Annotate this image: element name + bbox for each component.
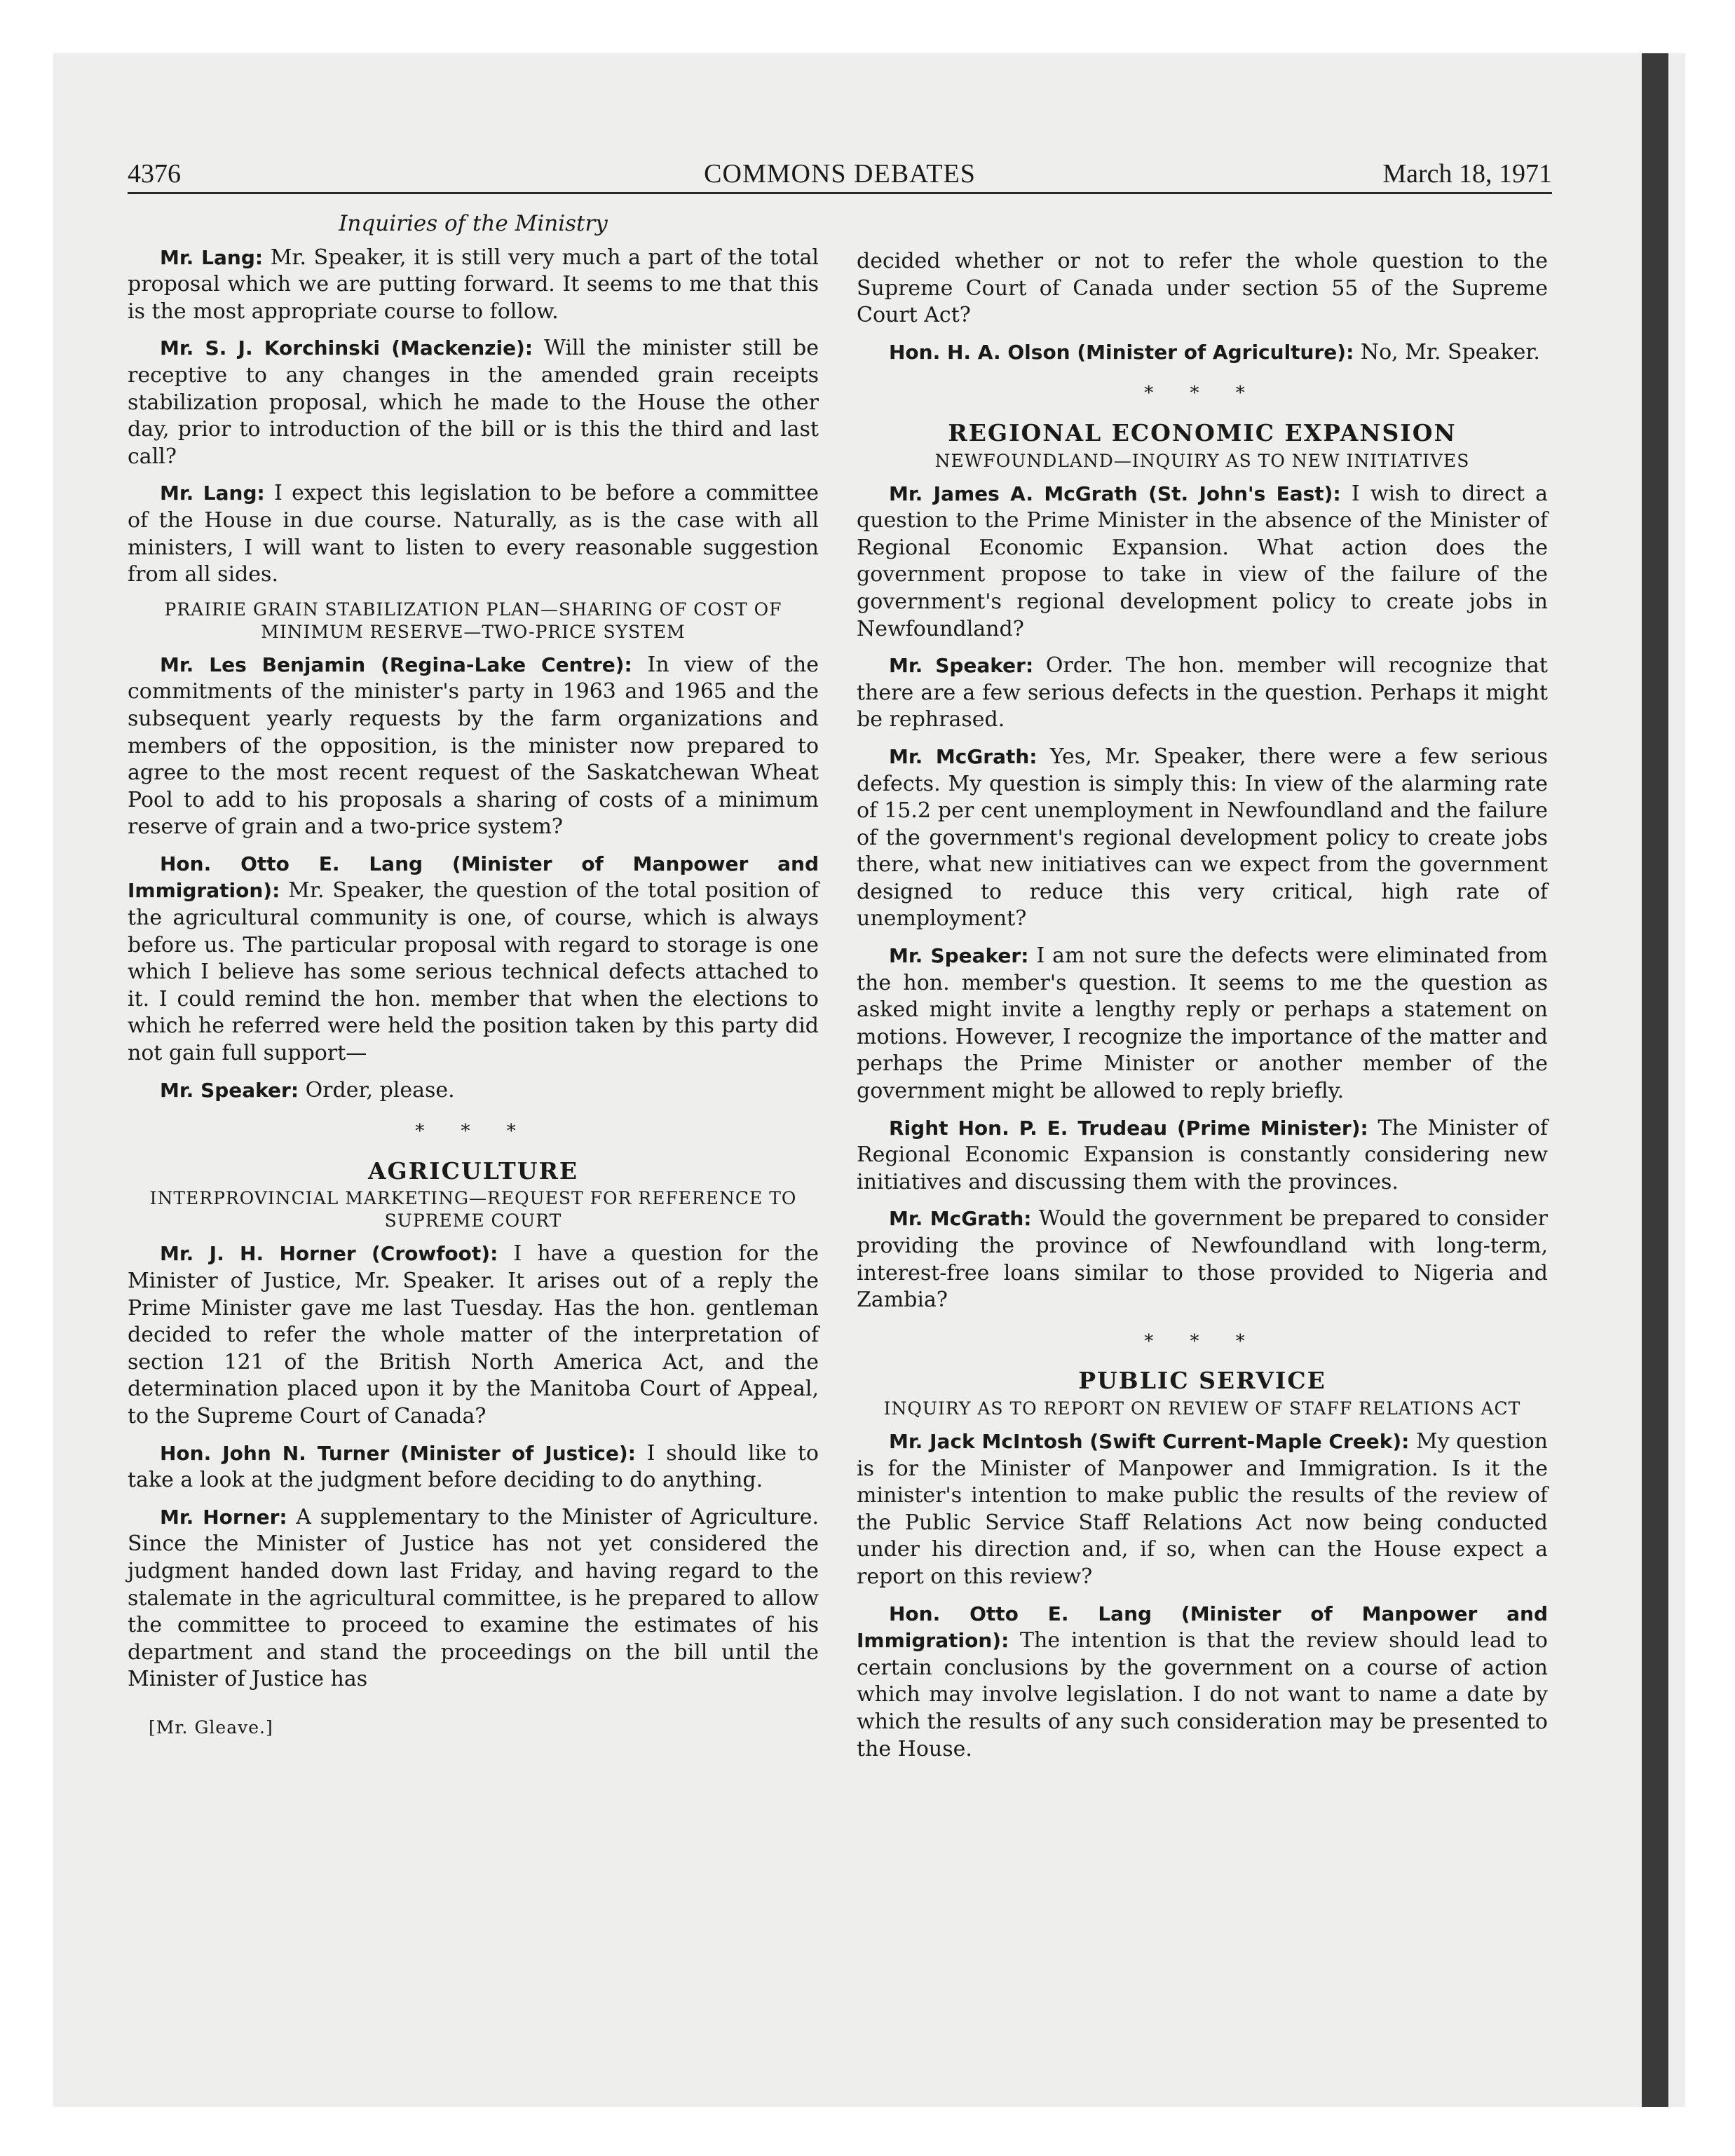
paragraph [857, 744, 1548, 933]
paragraph-text: A supplementary to the Minister of Agriculture. Since the Minister of Justice has not yet considered the judgment handed down last Friday, and having regard to the stalemate in the agricultural committee, is he prepared to allow the committee to proceed to examine the estimates of his department and stand the proceedings on the bill until the Minister of Justice has [128, 1504, 819, 1692]
paragraph [857, 1601, 1548, 1763]
speaker-name: Mr. Speaker: [889, 944, 1029, 968]
paragraph-text: No, Mr. Speaker. [1354, 339, 1540, 364]
paragraph-text: In view of the commitments of the minister's party in 1963 and 1965 and the subsequent yearly requests by the farm organizations and members of the opposition, is the minister now prepared to agree to the most recent request of the Saskatchewan Wheat Pool to add to his proposals a sharing of costs of a minimum reserve of grain and a two-price system? [128, 652, 819, 840]
paragraph [857, 943, 1548, 1105]
speaker-name: Hon. Otto E. Lang (Minister of Manpower and Immigration): [857, 1602, 1548, 1653]
paragraph-text: Yes, Mr. Speaker, there were a few serious defects. My question is simply this: In view of the alarming rate of 15.2 per cent unemployment in Newfoundland and the failure of the government's regional development policy to create jobs there, what new initiatives can we expect from the government designed to reduce this very critical, high rate of unemployment? [857, 744, 1549, 932]
paragraph [857, 1115, 1548, 1196]
paragraph-text: Would the government be prepared to consider providing the province of Newfoundland with long-term, interest-free loans similar to those provided to Nigeria and Zambia? [857, 1206, 1549, 1313]
paragraph [128, 652, 819, 841]
paragraph [128, 1440, 819, 1494]
paragraph [128, 1241, 819, 1430]
speaker-name: Mr. McGrath: [889, 744, 1037, 768]
subheading: INTERPROVINCIAL MARKETING—REQUEST FOR REFERENCE TO SUPREME COURT [149, 1188, 797, 1231]
publication-title: COMMONS DEBATES [704, 159, 976, 189]
subheading: NEWFOUNDLAND—INQUIRY AS TO NEW INITIATIVES [934, 450, 1470, 471]
paragraph [128, 245, 819, 326]
speaker-name: Mr. Speaker: [889, 654, 1034, 678]
paragraph [128, 335, 819, 470]
speaker-name: Mr. Les Benjamin (Regina-Lake Centre): [160, 653, 632, 676]
speaker-name: Mr. Lang: [160, 482, 265, 505]
paragraph [857, 481, 1548, 643]
paragraph-text: My question is for the Minister of Manpower and Immigration. Is it the minister's intention to make public the results of the review of the Public Service Staff Relations Act now being conducted under his direction and, if so, when can the House expect a report on this review? [857, 1428, 1548, 1589]
speaker-name: Right Hon. P. E. Trudeau (Prime Minister): [889, 1116, 1368, 1140]
paragraph-text: I have a question for the Minister of Justice, Mr. Speaker. It arises out of a reply the Prime Minister gave me last Tuesday. Has the hon. gentleman decided to refer the whole matter of the interpretation of section 121 of the British North America Act, and the determination placed upon it by the Manitoba Court of Appeal, to the Supreme Court of Canada? [128, 1241, 819, 1428]
subheading: PRAIRIE GRAIN STABILIZATION PLAN—SHARING OF COST OF MINIMUM RESERVE—TWO-PRICE SYSTEM [164, 599, 782, 642]
paragraph [128, 851, 819, 1067]
speaker-name: Mr. Horner: [160, 1505, 287, 1529]
paragraph-text: The intention is that the review should lead to certain conclusions by the government on a course of action which may involve legislation. I do not want to name a date by which the results of any such consideration may be presented to the House. [857, 1628, 1548, 1761]
paragraph [128, 1077, 819, 1105]
paragraph [857, 1428, 1548, 1591]
section-separator: * * * [1144, 383, 1260, 404]
paragraph-text: I am not sure the defects were eliminated from the hon. member's question. It seems to me the question as asked might invite a lengthy reply or perhaps a statement on motions. However, I recognize the importance of the matter and perhaps the Prime Minister or another member of the government might be allowed to reply briefly. [857, 943, 1548, 1104]
section-separator: * * * [1144, 1330, 1260, 1352]
speaker-name: Mr. McGrath: [889, 1207, 1032, 1231]
section-title: Inquiries of the Ministry [339, 211, 608, 236]
speaker-name: Mr. S. J. Korchinski (Mackenzie): [160, 336, 533, 360]
left-column [128, 210, 819, 1742]
subheading: INQUIRY AS TO REPORT ON REVIEW OF STAFF RELATIONS ACT [883, 1398, 1521, 1419]
speaker-name: Mr. Speaker: [160, 1078, 299, 1102]
page-date: March 18, 1971 [1382, 159, 1552, 189]
page-number: 4376 [128, 159, 181, 189]
paragraph-text: Mr. Speaker, it is still very much a part of the total proposal which we are putting forward. It seems to me that this is the most appropriate course to follow. [128, 245, 819, 324]
page-footer-note: [Mr. Gleave.] [149, 1717, 273, 1738]
paragraph [857, 1206, 1548, 1314]
paragraph-text: I should like to take a look at the judgment before deciding to do anything. [128, 1440, 819, 1493]
paragraph [128, 480, 819, 588]
paragraph-text: The Minister of Regional Economic Expansion is constantly considering new initiatives and discussing them with the provinces. [857, 1115, 1548, 1194]
paragraph [857, 653, 1548, 734]
section-heading: PUBLIC SERVICE [1078, 1367, 1326, 1395]
speaker-name: Hon. John N. Turner (Minister of Justice): [160, 1441, 636, 1465]
paragraph [857, 248, 1548, 329]
paragraph [128, 1504, 819, 1693]
paragraph-text: I wish to direct a question to the Prime Minister in the absence of the Minister of Regional Economic Expansion. What action does the government propose to take in view of the failure of the government's regional development policy to create jobs in Newfoundland? [857, 481, 1548, 641]
speaker-name: Mr. James A. McGrath (St. John's East): [889, 482, 1341, 505]
section-heading: REGIONAL ECONOMIC EXPANSION [948, 418, 1457, 446]
paragraph-text: Order. The hon. member will recognize that there are a few serious defects in the question. Perhaps it might be rephrased. [857, 653, 1548, 732]
paragraph-text: I expect this legislation to be before a committee of the House in due course. Naturally, as is the case with all ministers, I will want to listen to every reasonable suggestion from all sides. [128, 481, 819, 587]
speaker-name: Mr. Jack McIntosh (Swift Current-Maple Creek): [889, 1429, 1410, 1453]
speaker-name: Mr. Lang: [160, 245, 264, 269]
speaker-name: Hon. H. A. Olson (Minister of Agriculture): [889, 340, 1354, 364]
paragraph-text: Mr. Speaker, the question of the total position of the agricultural community is one, of course, which is always before us. The particular proposal with regard to storage is one which I believe has some serious technical defects attached to it. I could remind the hon. member that when the elections to which he referred were held the position taken by this party did not gain full support— [128, 878, 819, 1066]
section-heading: AGRICULTURE [367, 1157, 579, 1185]
page-header [128, 156, 1552, 194]
speaker-name: Mr. J. H. Horner (Crowfoot): [160, 1242, 498, 1266]
paragraph [857, 339, 1548, 367]
paragraph-text: Order, please. [299, 1077, 455, 1103]
paragraph-text: Will the minister still be receptive to any changes in the amended grain receipts stabilization proposal, which he made to the House the other day, prior to introduction of the bill or is this the third and last call? [128, 336, 819, 469]
paragraph-text: decided whether or not to refer the whole question to the Supreme Court of Canada under section 55 of the Supreme Court Act? [857, 249, 1548, 328]
speaker-name: Hon. Otto E. Lang (Minister of Manpower and Immigration): [128, 852, 819, 903]
section-separator: * * * [415, 1121, 531, 1142]
scan-edge-shadow [1642, 53, 1668, 2107]
right-column [857, 248, 1548, 1773]
